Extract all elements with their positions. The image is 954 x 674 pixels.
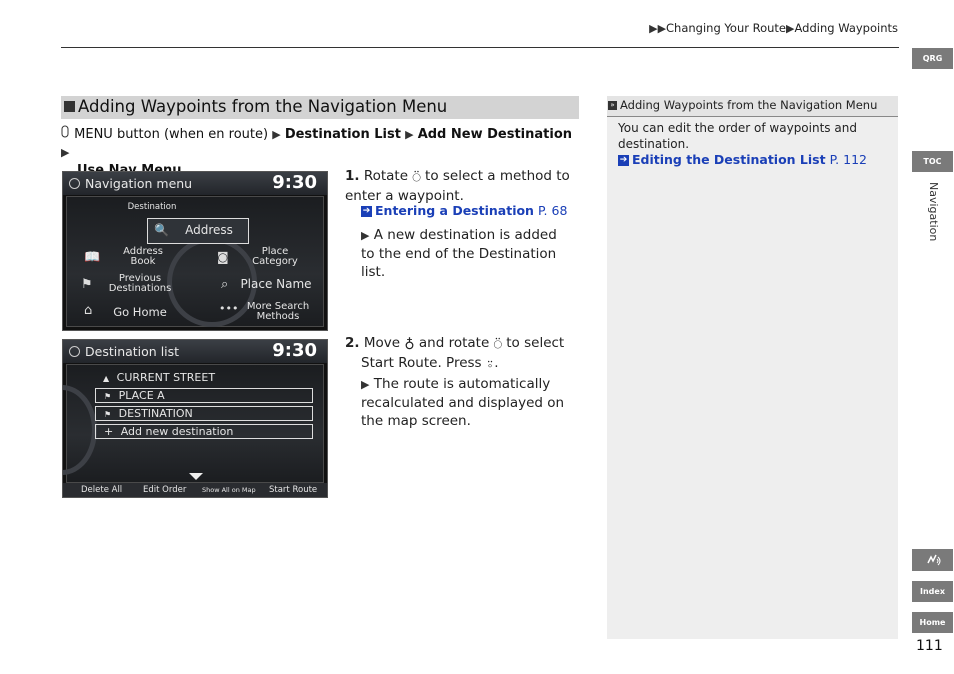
note-icon: » <box>608 101 617 110</box>
address-icon: 🔍 <box>154 223 169 237</box>
path-arrow-icon: ▶ <box>272 128 281 141</box>
screen-clock: 9:30 <box>272 172 317 193</box>
interface-dial-press-icon: ⍤ <box>485 357 495 373</box>
nav-menu-icon <box>69 178 80 189</box>
delete-all-button[interactable]: Delete All <box>81 485 123 495</box>
qrg-tab[interactable]: QRG <box>912 48 953 69</box>
list-item[interactable] <box>95 388 313 403</box>
step-text: . Press <box>437 355 482 371</box>
link-arrow-icon: ➔ <box>619 155 628 165</box>
place-name-option[interactable]: Place Name <box>240 277 312 291</box>
list-item[interactable] <box>95 406 313 421</box>
result-arrow-icon: ▶ <box>361 229 370 242</box>
breadcrumb-current: Adding Waypoints <box>794 21 898 35</box>
step-2: 2. Move ♁ and rotate ⍥ to select Start Route. Press ⍤. <box>345 335 565 373</box>
scroll-down-icon[interactable] <box>189 473 203 480</box>
show-all-on-map-button[interactable]: Show All on Map <box>202 486 256 494</box>
result-arrow-icon: ▶ <box>361 378 370 391</box>
breadcrumb-arrow-icon: ▶▶ <box>649 22 667 35</box>
nav-menu-icon <box>69 346 80 357</box>
section-title: Adding Waypoints from the Navigation Menu <box>78 97 448 116</box>
step-number: 2. <box>345 335 360 351</box>
edit-order-button[interactable]: Edit Order <box>143 485 187 495</box>
screen-title: Destination list <box>85 344 180 359</box>
interface-dial-move-icon: ♁ <box>404 337 415 353</box>
step-number: 1. <box>345 168 360 184</box>
breadcrumb-arrow-icon: ▶ <box>786 22 795 35</box>
result-text: A new destination is added to the end of the Destination list. <box>361 227 557 280</box>
step-text: to select a method to enter a waypoint. <box>345 168 570 204</box>
menu-path-destination-list: Destination List <box>284 127 401 142</box>
index-tab[interactable]: Index <box>912 581 953 602</box>
breadcrumb <box>649 21 898 35</box>
step-text: Rotate <box>363 168 409 184</box>
waypoint-flag-icon: ⚑ <box>104 392 112 401</box>
previous-destinations-icon: ⚑ <box>81 277 93 292</box>
previous-destinations-option[interactable]: Previous Destinations <box>108 273 172 294</box>
address-book-icon: 📖 <box>84 250 101 265</box>
menu-path-add-new-destination: Add New Destination <box>417 127 573 142</box>
section-heading <box>61 96 579 119</box>
path-arrow-icon: ▶ <box>61 146 70 159</box>
place-name-icon: ⌕ <box>221 277 229 292</box>
home-icon: ⌂ <box>84 303 93 318</box>
list-item-label: PLACE A <box>118 389 165 402</box>
screen-title: Navigation menu <box>85 176 193 191</box>
menu-button-icon <box>61 125 70 144</box>
link-arrow-icon: ➔ <box>362 206 371 216</box>
list-item-label: CURRENT STREET <box>116 371 216 384</box>
start-route-label: Start Route <box>361 355 438 371</box>
link-text: Entering a Destination <box>375 203 534 218</box>
home-tab[interactable]: Home <box>912 612 953 633</box>
voice-command-icon <box>925 553 941 567</box>
path-arrow-icon: ▶ <box>405 128 414 141</box>
side-note-body <box>618 120 888 168</box>
list-item[interactable] <box>95 371 313 385</box>
destination-list-screenshot <box>62 339 328 498</box>
more-icon: ••• <box>219 302 239 315</box>
destination-flag-icon: ⚑ <box>104 410 112 419</box>
navigation-menu-screenshot <box>62 171 328 331</box>
link-text: Editing the Destination List <box>632 152 826 167</box>
step-text: to select <box>506 335 565 351</box>
side-note-panel <box>607 96 898 639</box>
address-option[interactable] <box>147 218 249 244</box>
breadcrumb-link-changing-route[interactable]: Changing Your Route <box>666 21 787 35</box>
page-number: 111 <box>916 638 943 654</box>
side-note-link[interactable] <box>618 152 888 168</box>
link-page: P. 112 <box>829 152 867 167</box>
start-route-button[interactable]: Start Route <box>269 485 318 495</box>
screen-title-bar <box>63 172 327 195</box>
interface-dial-rotate-icon: ⍥ <box>412 170 421 186</box>
screen-body <box>66 364 324 483</box>
step-1 <box>345 167 573 205</box>
address-book-option[interactable]: Address Book <box>123 246 163 267</box>
go-home-option[interactable]: Go Home <box>113 305 167 319</box>
voice-command-tab[interactable] <box>912 549 953 571</box>
side-note-header <box>607 96 898 117</box>
toc-tab[interactable]: TOC <box>912 151 953 172</box>
step-2-result <box>361 375 571 430</box>
section-square-icon <box>64 101 75 112</box>
place-category-icon: ◙ <box>217 250 229 264</box>
address-label: Address <box>185 223 233 237</box>
chapter-label: Navigation <box>927 182 940 242</box>
plus-icon: + <box>104 425 114 438</box>
list-item-label: DESTINATION <box>118 407 193 420</box>
screen-title-bar <box>63 340 327 363</box>
side-note-text: You can edit the order of waypoints and destination. <box>618 121 857 151</box>
current-street-icon: ▲ <box>103 374 110 383</box>
more-search-methods-option[interactable]: More Search Methods <box>246 301 310 322</box>
link-page: P. 68 <box>537 203 568 218</box>
interface-dial-rotate-icon: ⍥ <box>493 337 502 353</box>
screen-body <box>66 196 324 327</box>
destination-tab: Destination <box>127 202 177 212</box>
cross-reference-link[interactable] <box>361 203 581 218</box>
step-text: Move <box>363 335 401 351</box>
menu-path-start: MENU button (when en route) <box>74 127 269 142</box>
step-1-result <box>361 226 571 281</box>
place-category-option[interactable]: Place Category <box>252 246 298 267</box>
list-item-label: Add new destination <box>120 425 234 438</box>
add-new-destination-item[interactable] <box>95 424 313 439</box>
selector-ring <box>62 385 97 475</box>
step-text: and rotate <box>418 335 490 351</box>
header-rule <box>61 47 899 48</box>
screen-clock: 9:30 <box>272 340 317 361</box>
side-note-title: Adding Waypoints from the Navigation Menu <box>620 98 878 112</box>
result-text: The route is automatically recalculated and displayed on the map screen. <box>361 376 565 429</box>
screen-bottom-bar <box>63 483 327 497</box>
